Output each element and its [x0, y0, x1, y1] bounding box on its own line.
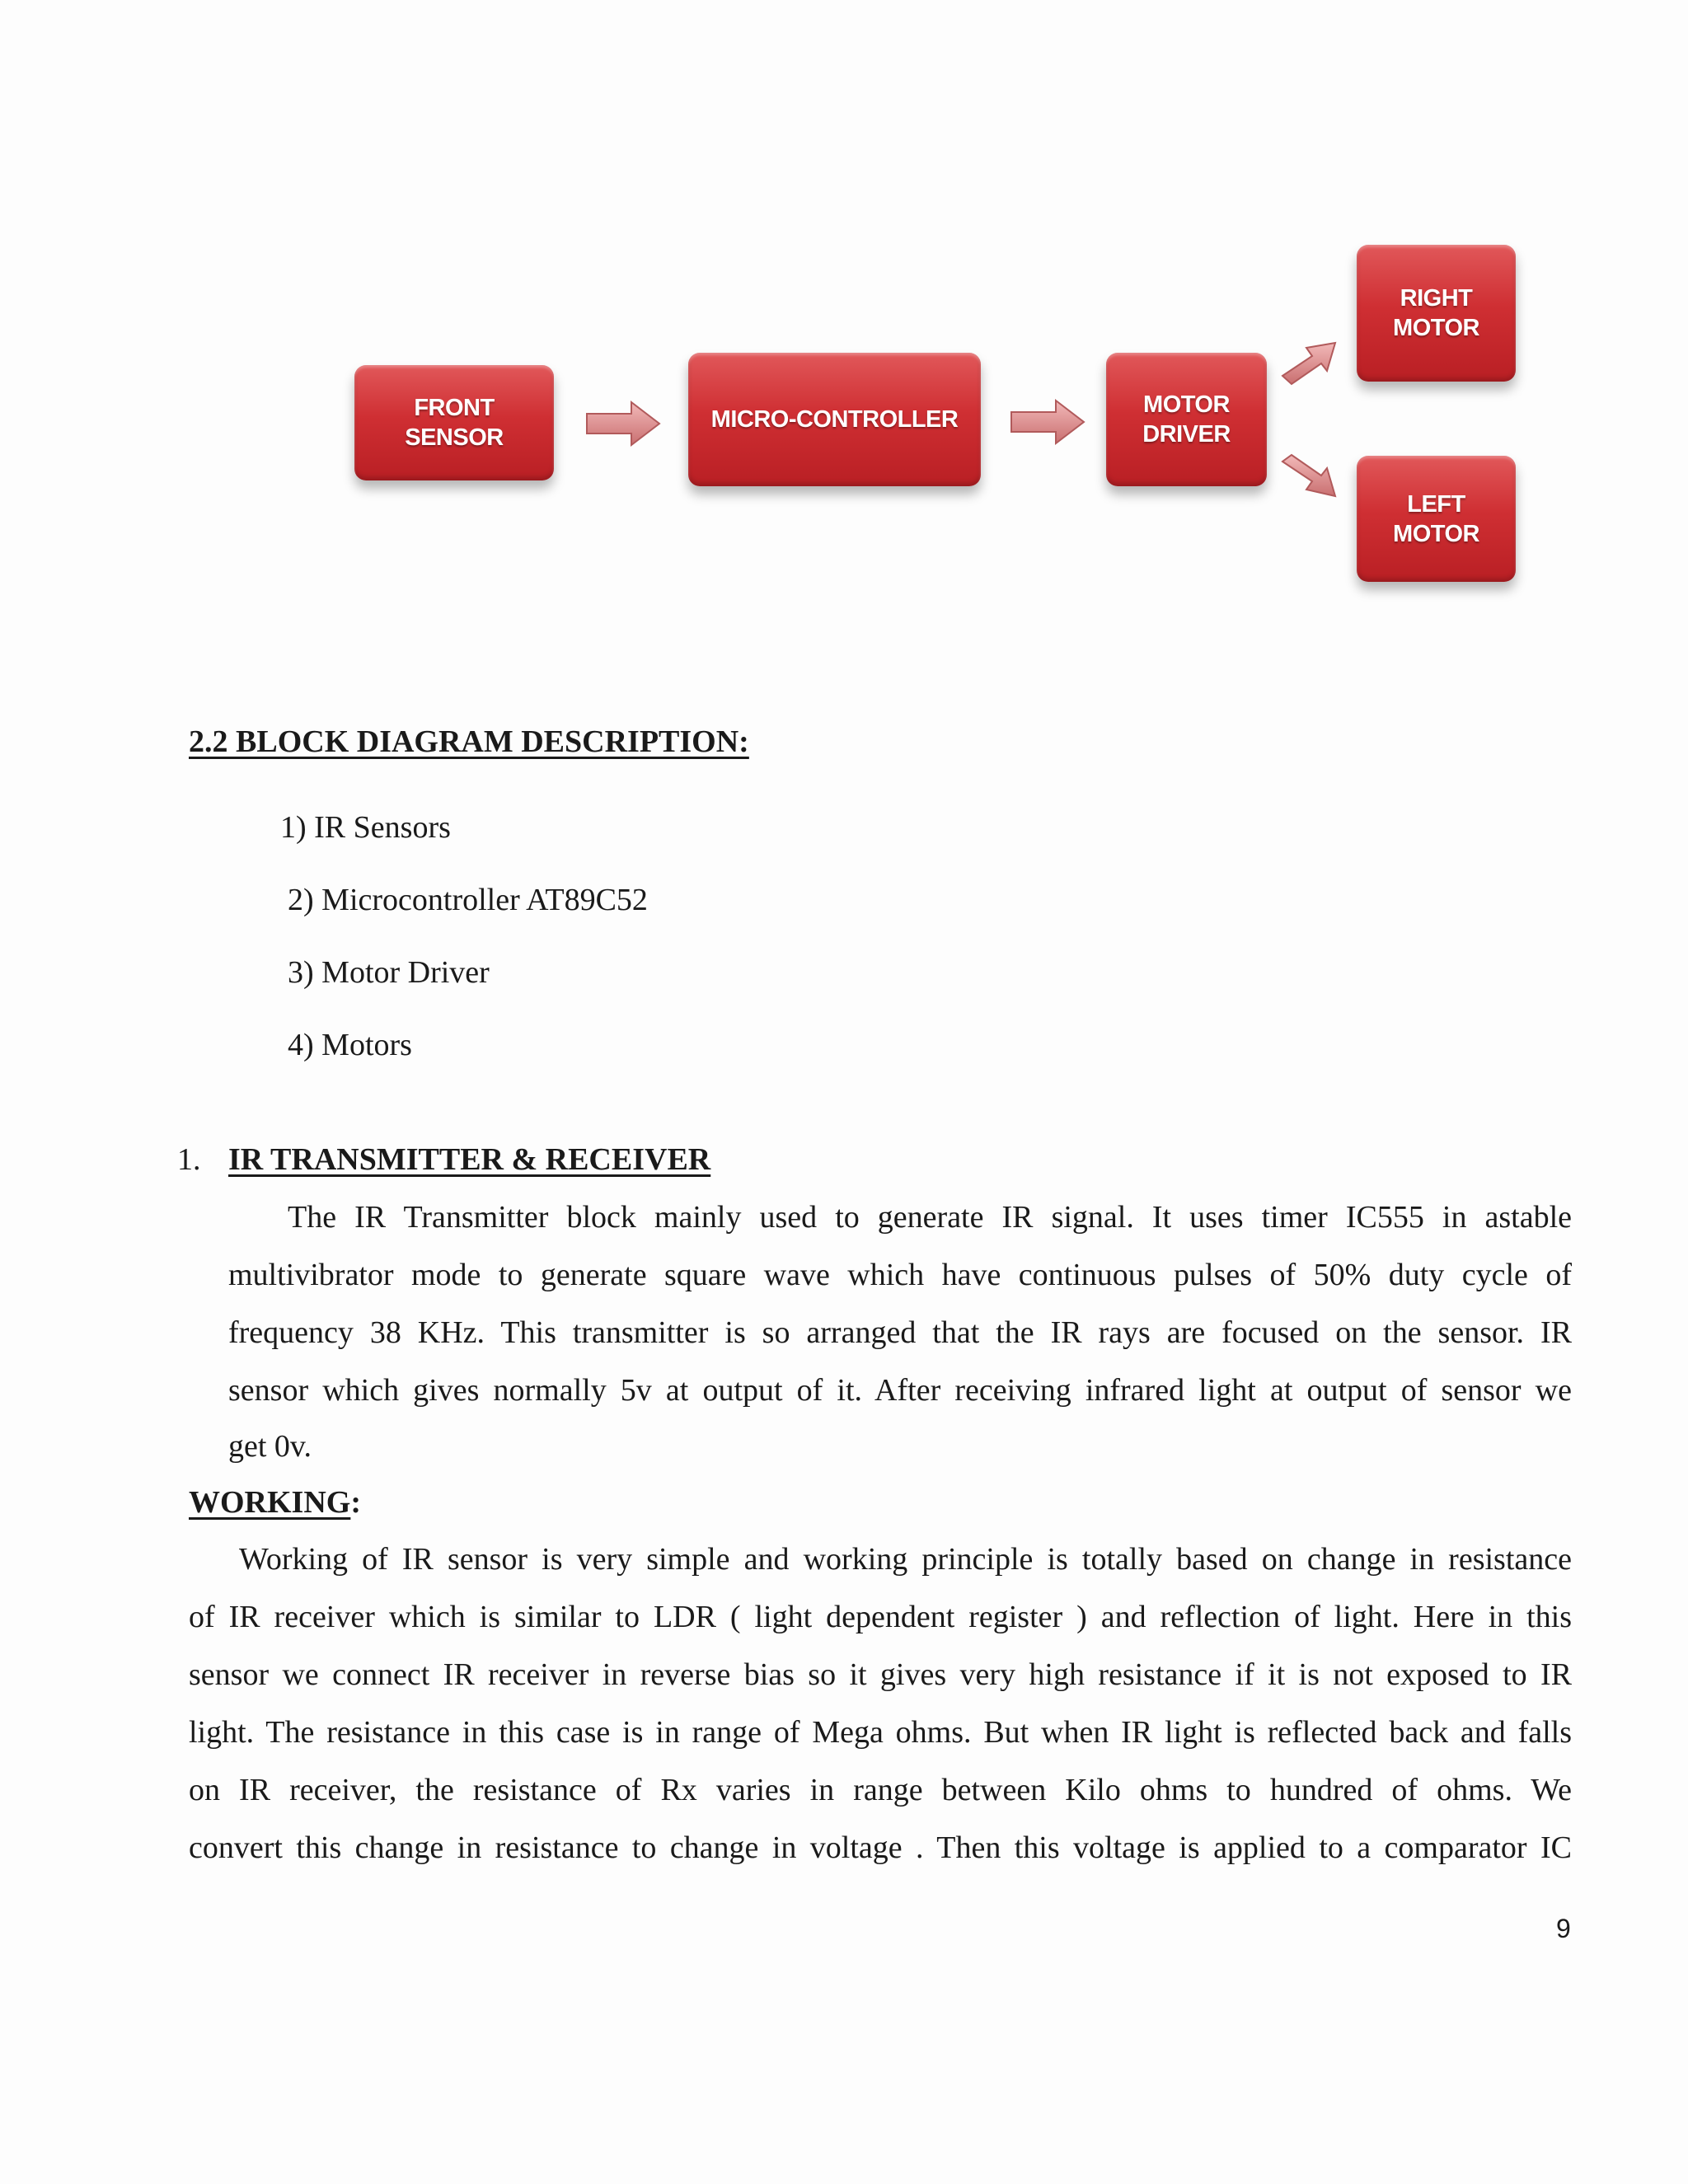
working-heading	[189, 1484, 361, 1521]
paragraph-line: The IR Transmitter block mainly used to generate IR signal. It uses timer IC555 in astable	[288, 1200, 1572, 1235]
paragraph-line: frequency 38 KHz. This transmitter is so arranged that the IR rays are focused on the sensor. IR	[228, 1315, 1572, 1350]
working-colon: :	[350, 1485, 362, 1520]
list-item: 2) Microcontroller AT89C52	[288, 883, 648, 917]
right-motor-block: RIGHT MOTOR	[1357, 245, 1516, 382]
paragraph-line: convert this change in resistance to change in voltage . Then this voltage is applied to a comparator IC	[189, 1830, 1572, 1865]
arrow-up-right-icon	[1279, 336, 1339, 389]
subsection-number: 1.	[177, 1142, 201, 1177]
list-item: 4) Motors	[288, 1028, 412, 1062]
paragraph-line: get 0v.	[228, 1429, 312, 1464]
arrow-right-icon	[1010, 398, 1085, 446]
micro-controller-block: MICRO-CONTROLLER	[688, 353, 981, 486]
paragraph-line: Working of IR sensor is very simple and working principle is totally based on change in resistance	[239, 1542, 1572, 1577]
section-heading: 2.2 BLOCK DIAGRAM DESCRIPTION:	[189, 724, 749, 759]
paragraph-line: light. The resistance in this case is in range of Mega ohms. But when IR light is reflected back and falls	[189, 1715, 1572, 1750]
front-sensor-block: FRONT SENSOR	[354, 365, 554, 480]
list-item: 3) Motor Driver	[288, 955, 490, 990]
arrow-down-right-icon	[1279, 450, 1339, 503]
working-title: WORKING	[189, 1485, 351, 1520]
arrow-right-icon	[585, 400, 661, 448]
paragraph-line: on IR receiver, the resistance of Rx varies in range between Kilo ohms to hundred of ohms. We	[189, 1773, 1572, 1807]
paragraph-line: sensor which gives normally 5v at output of it. After receiving infrared light at output of sensor we	[228, 1373, 1572, 1408]
motor-driver-block: MOTOR DRIVER	[1106, 353, 1267, 486]
page-number: 9	[1556, 1914, 1571, 1943]
paragraph-line: sensor we connect IR receiver in reverse bias so it gives very high resistance if it is not exposed to IR	[189, 1657, 1572, 1692]
paragraph-line: of IR receiver which is similar to LDR ( light dependent register ) and reflection of light. Here in this	[189, 1600, 1572, 1634]
paragraph-line: multivibrator mode to generate square wave which have continuous pulses of 50% duty cycle of	[228, 1258, 1572, 1292]
left-motor-block: LEFT MOTOR	[1357, 456, 1516, 582]
block-diagram	[0, 0, 1688, 626]
subsection-title: IR TRANSMITTER & RECEIVER	[228, 1142, 711, 1177]
list-item: 1) IR Sensors	[280, 810, 451, 845]
